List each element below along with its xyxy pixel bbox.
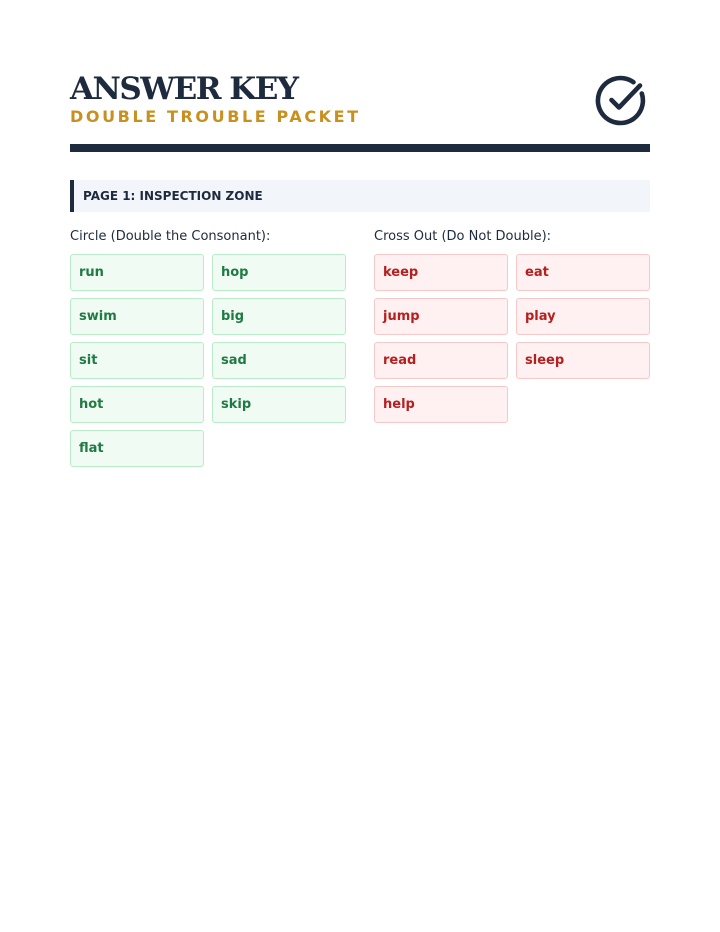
word-box-cross-out: help — [374, 386, 508, 423]
cross-out-column-heading: Cross Out (Do Not Double): — [374, 229, 552, 244]
word-box-circle: skip — [212, 386, 346, 423]
word-box-cross-out: eat — [516, 254, 650, 291]
word-box-cross-out: sleep — [516, 342, 650, 379]
page-subtitle: DOUBLE TROUBLE PACKET — [70, 107, 361, 126]
word-box-circle: hop — [212, 254, 346, 291]
circle-word-grid — [70, 254, 346, 467]
word-box-cross-out: read — [374, 342, 508, 379]
check-circle-icon — [595, 74, 648, 127]
page-title: ANSWER KEY — [70, 71, 298, 107]
word-box-circle: swim — [70, 298, 204, 335]
cross-out-word-grid — [374, 254, 650, 423]
worksheet-page — [70, 0, 650, 456]
header — [70, 0, 650, 152]
word-box-cross-out: keep — [374, 254, 508, 291]
word-box-circle: flat — [70, 430, 204, 467]
circle-column-heading: Circle (Double the Consonant): — [70, 229, 271, 244]
word-box-cross-out: play — [516, 298, 650, 335]
word-box-circle: hot — [70, 386, 204, 423]
header-divider — [70, 144, 650, 152]
word-box-cross-out: jump — [374, 298, 508, 335]
section-title: PAGE 1: INSPECTION ZONE — [83, 189, 263, 203]
section-header — [70, 180, 650, 212]
word-box-circle: sit — [70, 342, 204, 379]
word-box-circle: run — [70, 254, 204, 291]
word-box-circle: sad — [212, 342, 346, 379]
word-box-circle: big — [212, 298, 346, 335]
